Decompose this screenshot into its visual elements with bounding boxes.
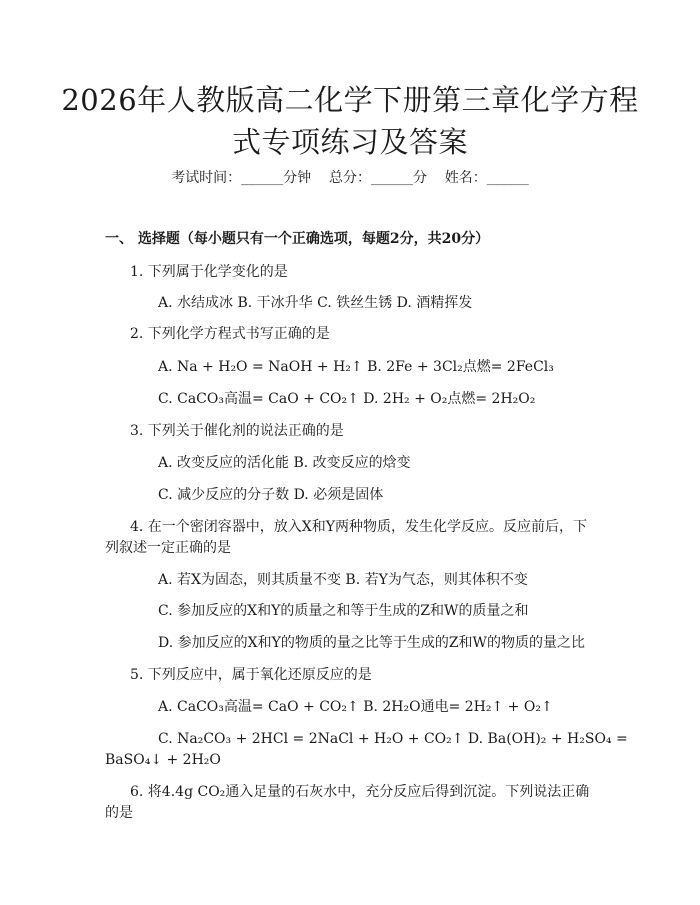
- exam-meta-line: 考试时间：______分钟 总分：______分 姓名：______: [171, 170, 529, 186]
- question-3-options-cd: C. 减少反应的分子数 D. 必须是固体: [158, 487, 384, 503]
- question-2-options-cd: C. CaCO₃高温= CaO + CO₂↑ D. 2H₂ + O₂点燃= 2H₂O₂: [158, 391, 536, 407]
- question-5-stem: 5. 下列反应中，属于氧化还原反应的是: [130, 667, 372, 683]
- question-4-option-d: D. 参加反应的X和Y的物质的量之比等于生成的Z和W的物质的量之比: [158, 635, 585, 651]
- question-4-options-ab: A. 若X为固态，则其质量不变 B. 若Y为气态，则其体积不变: [158, 572, 528, 588]
- document-title-line1: 2026年人教版高二化学下册第三章化学方程: [61, 83, 639, 117]
- question-3-options-ab: A. 改变反应的活化能 B. 改变反应的焓变: [158, 455, 411, 471]
- question-6-stem: 6. 将4.4g CO₂通入足量的石灰水中，充分反应后得到沉淀。下列说法正确: [130, 784, 590, 800]
- document-title-line2: 式专项练习及答案: [231, 125, 468, 159]
- question-4-stem-continued: 列叙述一定正确的是: [105, 540, 231, 556]
- section-heading-multiple-choice: 一、 选择题（每小题只有一个正确选项，每题2分，共20分）: [105, 231, 490, 247]
- question-5-options-ab: A. CaCO₃高温= CaO + CO₂↑ B. 2H₂O通电= 2H₂↑ + O₂↑: [158, 699, 553, 715]
- question-1-stem: 1. 下列属于化学变化的是: [130, 264, 288, 280]
- question-1-options: A. 水结成冰 B. 干冰升华 C. 铁丝生锈 D. 酒精挥发: [158, 295, 473, 311]
- question-2-options-ab: A. Na + H₂O = NaOH + H₂↑ B. 2Fe + 3Cl₂点燃= 2FeCl₃: [158, 359, 554, 375]
- question-2-stem: 2. 下列化学方程式书写正确的是: [130, 326, 330, 342]
- question-5-options-cd: C. Na₂CO₃ + 2HCl = 2NaCl + H₂O + CO₂↑ D. Ba(OH)₂ + H₂SO₄ =: [158, 731, 628, 747]
- question-4-option-c: C. 参加反应的X和Y的质量之和等于生成的Z和W的质量之和: [158, 603, 529, 619]
- question-5-options-continued: BaSO₄↓ + 2H₂O: [105, 752, 221, 768]
- question-4-stem: 4. 在一个密闭容器中，放入X和Y两种物质，发生化学反应。反应前后，下: [130, 519, 588, 535]
- question-3-stem: 3. 下列关于催化剂的说法正确的是: [130, 423, 344, 439]
- question-6-stem-continued: 的是: [105, 805, 133, 821]
